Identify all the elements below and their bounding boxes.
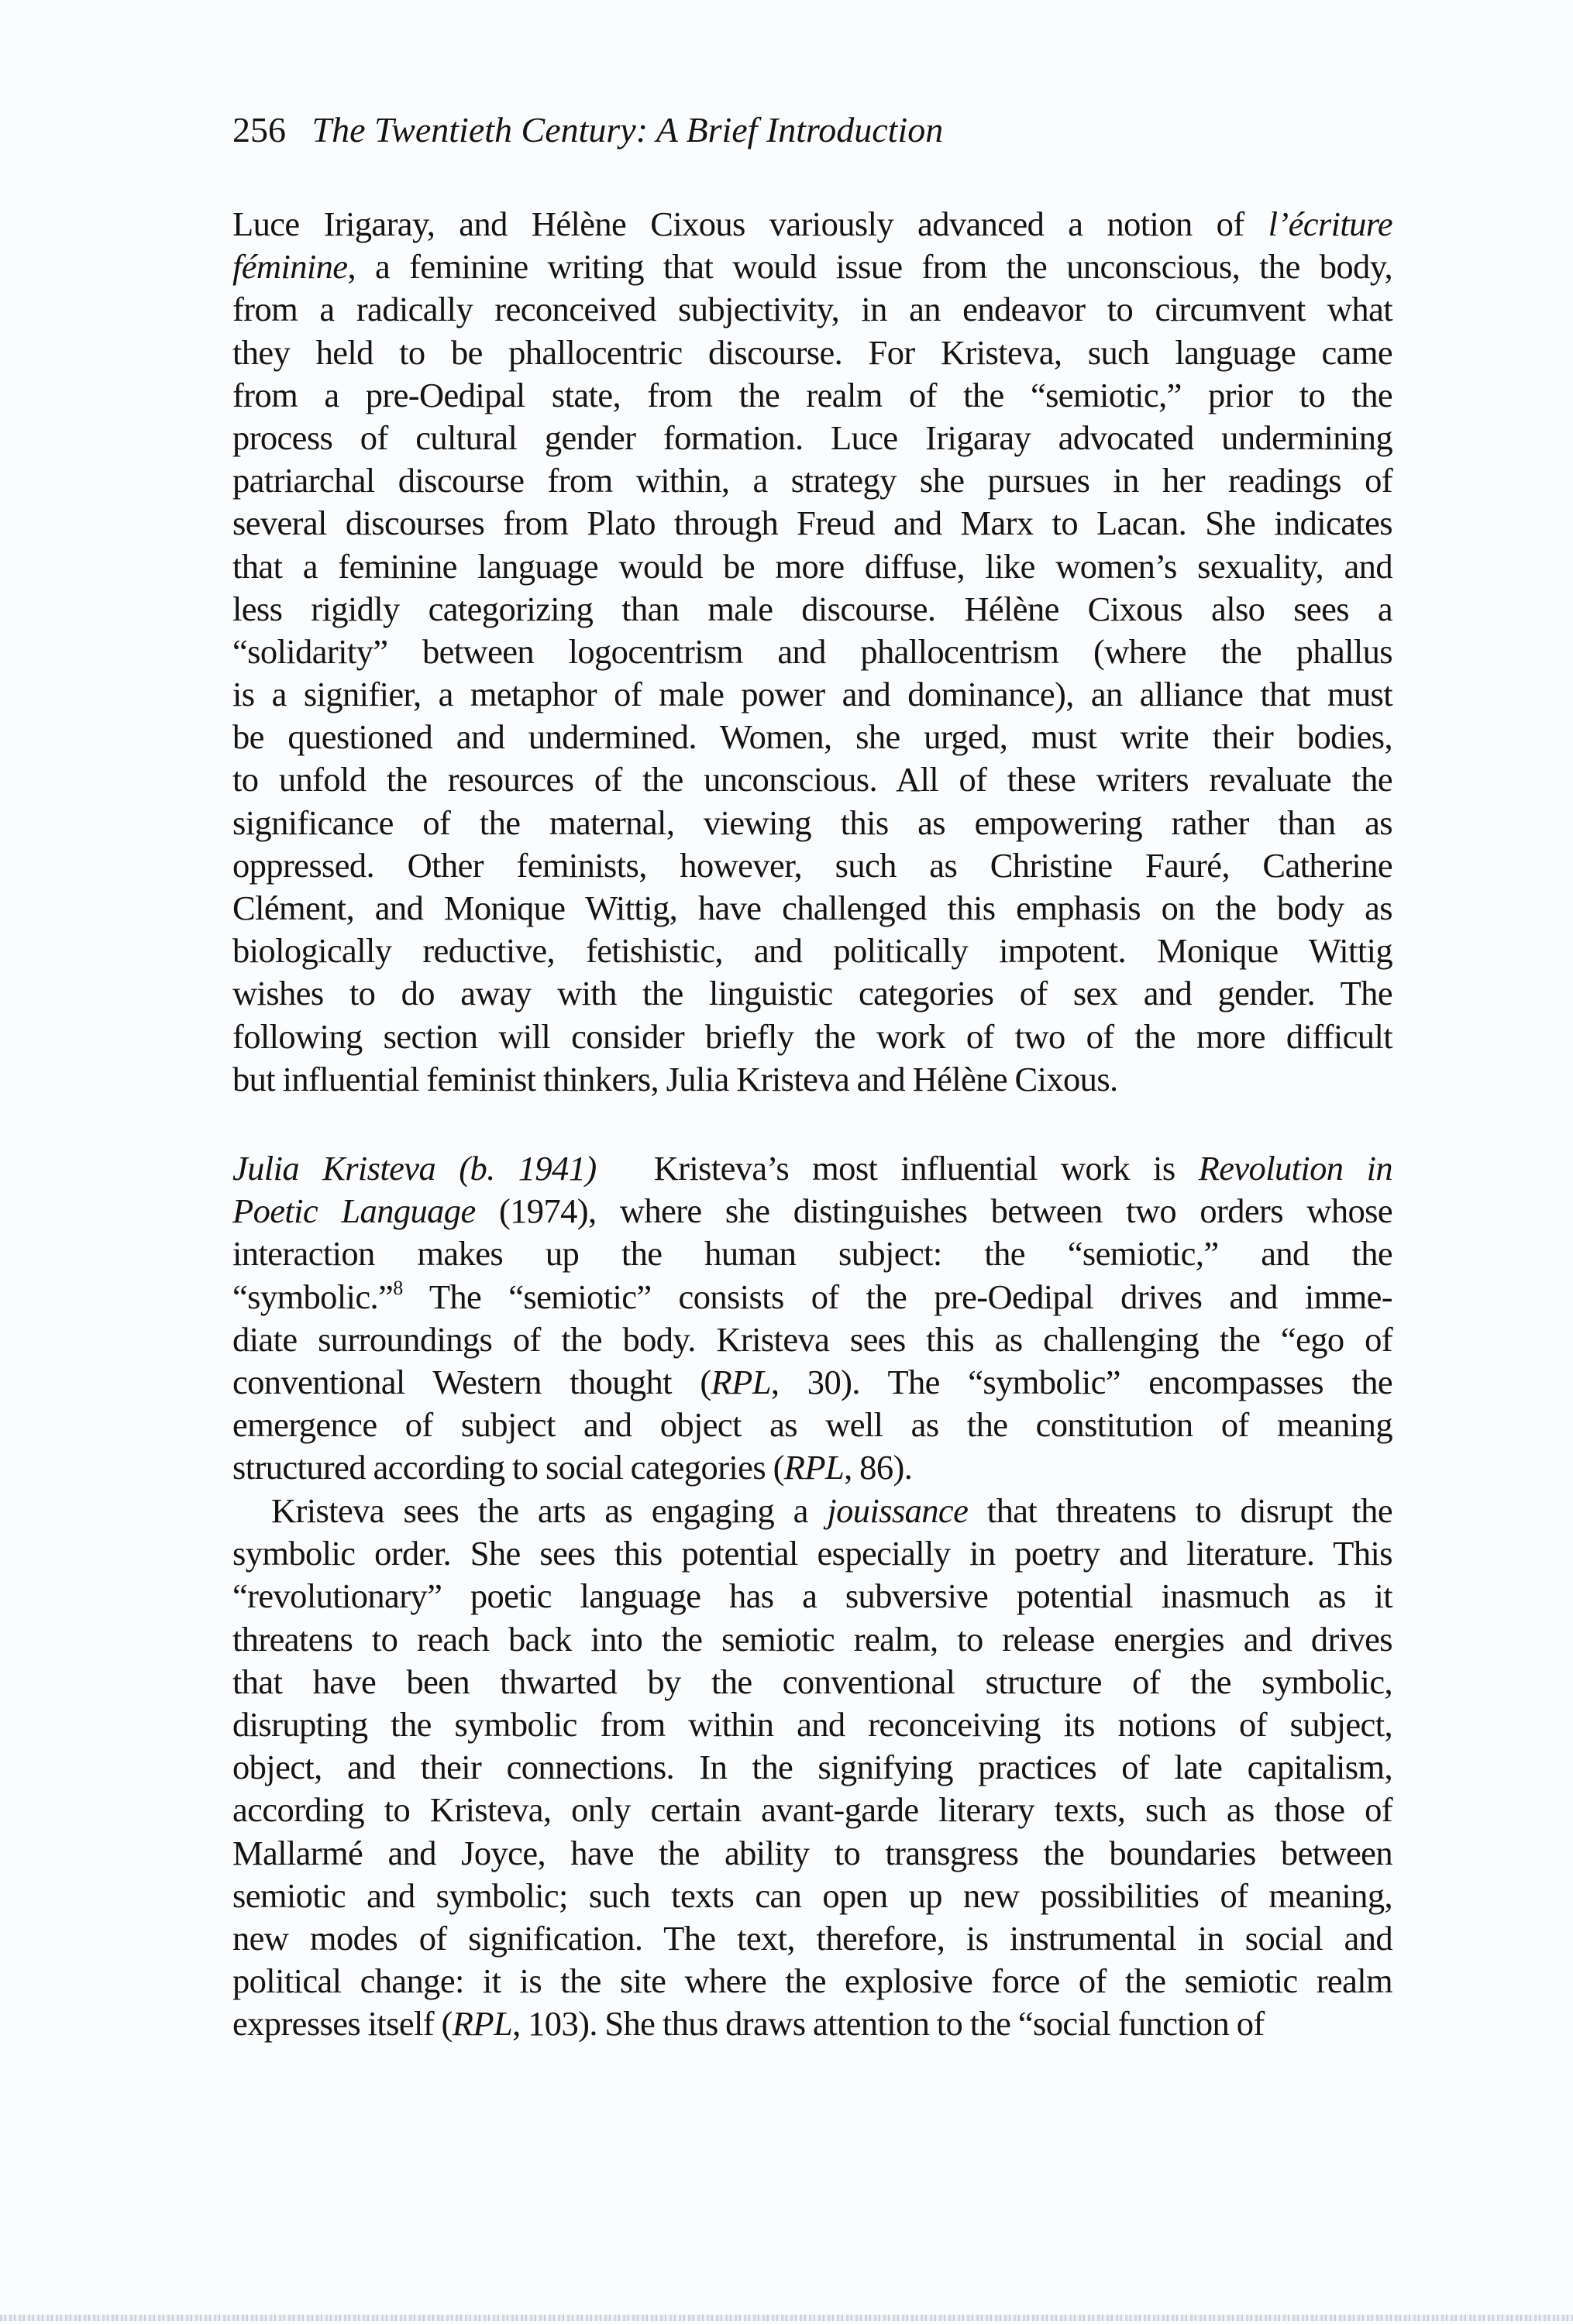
text-line: Clément, and Monique Wittig, have challenged this emphasis on the body as: [232, 889, 1392, 927]
text-line: from a pre-Oedipal state, from the realm of the “semiotic,” prior to the: [232, 375, 1392, 414]
italic-text: Revolution in: [1198, 1149, 1392, 1188]
running-title: The Twentieth Century: A Brief Introduction: [312, 110, 944, 150]
scan-edge-artifact: [0, 2315, 1573, 2321]
text-line: Luce Irigaray, and Hélène Cixous variously advanced a notion of l’écriture: [232, 205, 1392, 243]
italic-text: féminine: [232, 247, 348, 287]
paragraph-kristeva-arts: [232, 1490, 1392, 2045]
paragraph-feminist-theory: [232, 203, 1392, 1101]
text-line: oppressed. Other feminists, however, such as Christine Fauré, Catherine: [232, 845, 1392, 885]
text-line: is a signifier, a metaphor of male power and dominance), an alliance that must: [232, 675, 1392, 714]
text-line: that have been thwarted by the conventional structure of the symbolic,: [232, 1662, 1392, 1701]
text-line: structured according to social categories (RPL, 86).: [232, 1448, 913, 1487]
text-line: disrupting the symbolic from within and reconceiving its notions of subject,: [232, 1704, 1392, 1744]
text-line: conventional Western thought (RPL, 30). The “symbolic” encompasses the: [232, 1362, 1392, 1401]
italic-text: RPL: [711, 1362, 771, 1401]
text-line: following section will consider briefly the work of two of the more difficult: [232, 1016, 1392, 1056]
text-line: from a radically reconceived subjectivity, in an endeavor to circumvent what: [232, 290, 1392, 329]
text-line: they held to be phallocentric discourse. For Kristeva, such language came: [232, 332, 1392, 372]
text-line: according to Kristeva, only certain avant-garde literary texts, such as those of: [232, 1790, 1392, 1830]
text-line: be questioned and undermined. Women, she urged, must write their bodies,: [232, 717, 1392, 757]
text-line: symbolic order. She sees this potential especially in poetry and literature. This: [232, 1534, 1392, 1573]
text-line: “revolutionary” poetic language has a subversive potential inasmuch as it: [232, 1576, 1392, 1616]
section-heading: Julia Kristeva (b. 1941): [232, 1149, 597, 1188]
italic-text: l’écriture: [1268, 205, 1392, 243]
text-line: diate surroundings of the body. Kristeva sees this as challenging the “ego of: [232, 1319, 1392, 1359]
text-line: new modes of signification. The text, therefore, is instrumental in social and: [232, 1918, 1392, 1958]
italic-text: Poetic Language: [232, 1191, 476, 1231]
text-line: threatens to reach back into the semiotic realm, to release energies and drives: [232, 1619, 1392, 1659]
text-line: to unfold the resources of the unconscious. All of these writers revaluate the: [232, 760, 1392, 799]
text-line: “symbolic.”$^8$ The “semiotic” consists of the pre-Oedipal drives and imme-: [232, 1276, 1392, 1316]
text-line: that a feminine language would be more diffuse, like women’s sexuality, and: [232, 546, 1392, 586]
italic-text: RPL: [783, 1448, 845, 1487]
italic-text: jouissance: [827, 1491, 969, 1530]
text-line: biologically reductive, fetishistic, and politically impotent. Monique Wittig: [232, 931, 1392, 971]
text-line: political change: it is the site where the explosive force of the semiotic realm: [232, 1961, 1392, 2001]
text-line: Poetic Language (1974), where she distinguishes between two orders whose: [232, 1191, 1392, 1231]
text-line: Mallarmé and Joyce, have the ability to transgress the boundaries between: [232, 1833, 1392, 1872]
text-line: interaction makes up the human subject: the “semiotic,” and the: [232, 1234, 1392, 1274]
text-line: wishes to do away with the linguistic categories of sex and gender. The: [232, 974, 1392, 1013]
text-line: Kristeva sees the arts as engaging a jouissance that threatens to disrupt the: [271, 1491, 1392, 1530]
text-line: less rigidly categorizing than male discourse. Hélène Cixous also sees a: [232, 589, 1392, 628]
text-line: object, and their connections. In the signifying practices of late capitalism,: [232, 1748, 1392, 1787]
text-line: significance of the maternal, viewing this as empowering rather than as: [232, 803, 1392, 842]
text-line: process of cultural gender formation. Luce Irigaray advocated undermining: [232, 418, 1392, 457]
text-line: but influential feminist thinkers, Julia Kristeva and Hélène Cixous.: [232, 1059, 1118, 1098]
page-number: 256: [232, 110, 286, 150]
text-line: emergence of subject and object as well as the constitution of meaning: [232, 1405, 1392, 1445]
italic-text: RPL: [452, 2004, 513, 2044]
text-line: Julia Kristeva (b. 1941) Kristeva’s most influential work is Revolution in: [232, 1149, 1392, 1188]
running-header: [232, 107, 943, 153]
text-line: several discourses from Plato through Freud and Marx to Lacan. She indicates: [232, 504, 1392, 543]
text-line: expresses itself (RPL, 103). She thus draws attention to the “social function of: [232, 2004, 1265, 2044]
text-line: semiotic and symbolic; such texts can open up new possibilities of meaning,: [232, 1875, 1392, 1915]
text-line: patriarchal discourse from within, a strategy she pursues in her readings of: [232, 461, 1392, 500]
footnote-marker: 8: [393, 1276, 403, 1299]
text-line: “solidarity” between logocentrism and phallocentrism (where the phallus: [232, 631, 1392, 671]
text-line: féminine, a feminine writing that would issue from the unconscious, the body,: [232, 247, 1392, 287]
section-julia-kristeva: [232, 1147, 1392, 1490]
